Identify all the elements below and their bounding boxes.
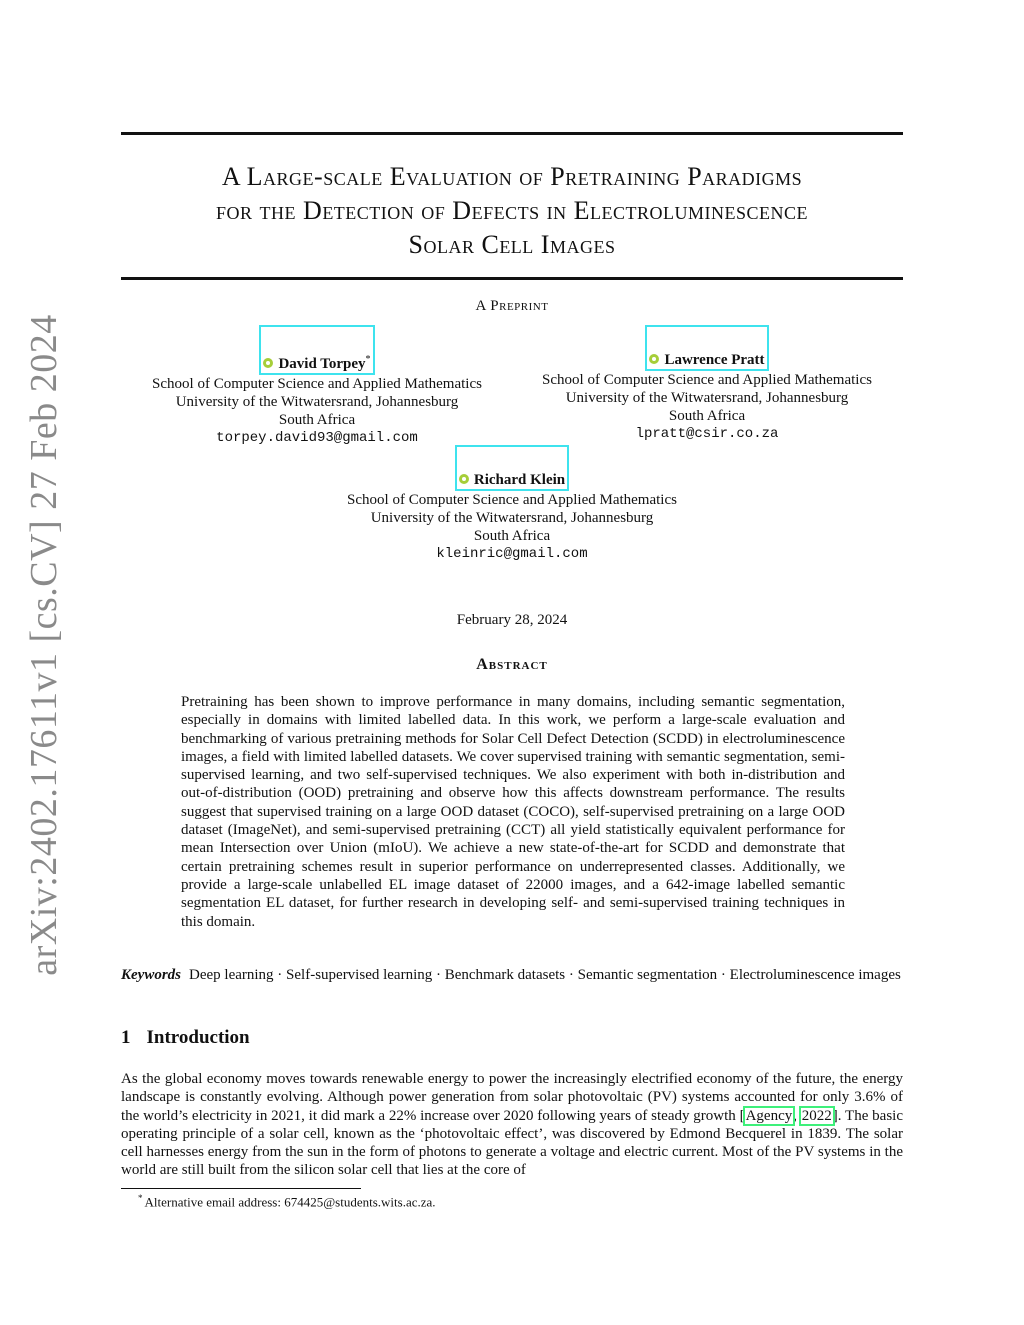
- citation-author-link[interactable]: Agency: [745, 1107, 793, 1124]
- footnote-rule: [121, 1188, 361, 1189]
- author-affiliation-school: School of Computer Science and Applied Mathematics: [152, 376, 482, 392]
- author-name: Lawrence Pratt: [664, 352, 765, 368]
- author-name-link[interactable]: [455, 445, 569, 491]
- footnote-marker[interactable]: *: [365, 354, 371, 365]
- author-name: David Torpey: [278, 356, 366, 372]
- preprint-label: A Preprint: [475, 298, 549, 314]
- author-name: Richard Klein: [473, 472, 566, 488]
- citation-open-bracket: [: [739, 1107, 745, 1124]
- orcid-icon[interactable]: [459, 474, 469, 484]
- citation-year-link[interactable]: 2022: [801, 1107, 832, 1124]
- author-affiliation-university: University of the Witwatersrand, Johannesburg: [565, 390, 849, 406]
- title-line-3: Solar Cell Images: [408, 230, 616, 259]
- citation-separator: ,: [793, 1107, 801, 1124]
- author-affiliation-university: University of the Witwatersrand, Johannesburg: [175, 394, 459, 410]
- intro-text-before-citation: As the global economy moves towards renewable energy to power the increasingly electrified economy of the future, the energy landscape is constantly evolving. Although power generation from solar photovoltaic (PV) systems accounted for only 3.6% of the world’s electricity in 2021, it did mark a 22% increase over 2020 following years of steady growth: [121, 1071, 903, 1124]
- title-line-2: for the Detection of Defects in Electroluminescence: [216, 196, 808, 225]
- abstract-text: Pretraining has been shown to improve performance in many domains, including semantic segmentation, especially in domains with limited labelled data. In this work, we perform a large-scale evaluation and benchmarking of various pretraining methods for Solar Cell Defect Detection (SCDD) in electroluminescence images, a field with limited labelled datasets. We cover supervised training with semantic segmentation, semi-supervised learning, and two self-supervised techniques. We also experiment with both in-distribution and out-of-distribution (OOD) pretraining and observe how this affects downstream performance. The results suggest that supervised training on a large OOD dataset (COCO), self-supervised pretraining on a large OOD dataset (ImageNet), and semi-supervised pretraining (CCT) all yield statistically equivalent performance for mean Intersection over Union (mIoU). We achieve a new state-of-the-art for SCDD and demonstrate that certain pretraining schemes result in superior performance on underrepresented classes. Additionally, we provide a large-scale unlabelled EL image dataset of 22000 images, and a 642-image labelled semantic segmentation EL dataset, for further research in developing self- and semi-supervised training techniques in this domain.: [181, 694, 845, 930]
- footnote-text: Alternative email address: 674425@students.wits.ac.za.: [144, 1194, 436, 1210]
- title-bottom-rule: [121, 277, 903, 280]
- intro-text-after-citation: . The basic operating principle of a solar cell, known as the ‘photovoltaic effect’, was discovered by Edmond Becquerel in 1839. The solar cell harnesses energy from the sun in the form of photons to generate a voltage and electric current. Most of the PV systems in the world are still built from the silicon solar cell that lies at the core of: [121, 1107, 903, 1179]
- title-top-rule: [121, 132, 903, 135]
- author-country: South Africa: [668, 408, 746, 424]
- keywords-line: [121, 966, 903, 985]
- author-block-pratt: [512, 325, 902, 443]
- orcid-icon[interactable]: [263, 358, 273, 368]
- publication-date: February 28, 2024: [456, 612, 568, 628]
- author-name-link[interactable]: [645, 325, 768, 371]
- arxiv-side-stamp: arXiv:2402.17611v1 [cs.CV] 27 Feb 2024: [23, 314, 65, 976]
- abstract-heading: Abstract: [476, 656, 548, 673]
- footnote-mark: *: [138, 1193, 143, 1203]
- author-affiliation-university: University of the Witwatersrand, Johannesburg: [370, 510, 654, 526]
- section-heading-introduction: [121, 1027, 250, 1049]
- author-name-link[interactable]: [259, 325, 374, 375]
- introduction-paragraph: [121, 1070, 903, 1180]
- author-email: lpratt@csir.co.za: [635, 426, 779, 442]
- author-country: South Africa: [278, 412, 356, 428]
- paper-title: [121, 160, 903, 262]
- author-block-klein: [312, 445, 712, 563]
- author-block-torpey: [122, 325, 512, 447]
- author-email: kleinric@gmail.com: [436, 546, 588, 562]
- author-email: torpey.david93@gmail.com: [216, 430, 418, 446]
- keywords-label: Keywords: [121, 967, 181, 983]
- author-affiliation-school: School of Computer Science and Applied Mathematics: [347, 492, 677, 508]
- keywords-text: Deep learning · Self-supervised learning · Benchmark datasets · Semantic segmentation · Electroluminescence images: [189, 967, 901, 983]
- title-line-1: A Large-scale Evaluation of Pretraining Paradigms: [221, 162, 803, 191]
- citation-close-bracket: ]: [832, 1107, 838, 1124]
- orcid-icon[interactable]: [649, 354, 659, 364]
- section-title: Introduction: [146, 1027, 250, 1048]
- author-affiliation-school: School of Computer Science and Applied Mathematics: [542, 372, 872, 388]
- author-country: South Africa: [473, 528, 551, 544]
- footnote: [138, 1193, 436, 1210]
- section-number: 1: [121, 1027, 131, 1048]
